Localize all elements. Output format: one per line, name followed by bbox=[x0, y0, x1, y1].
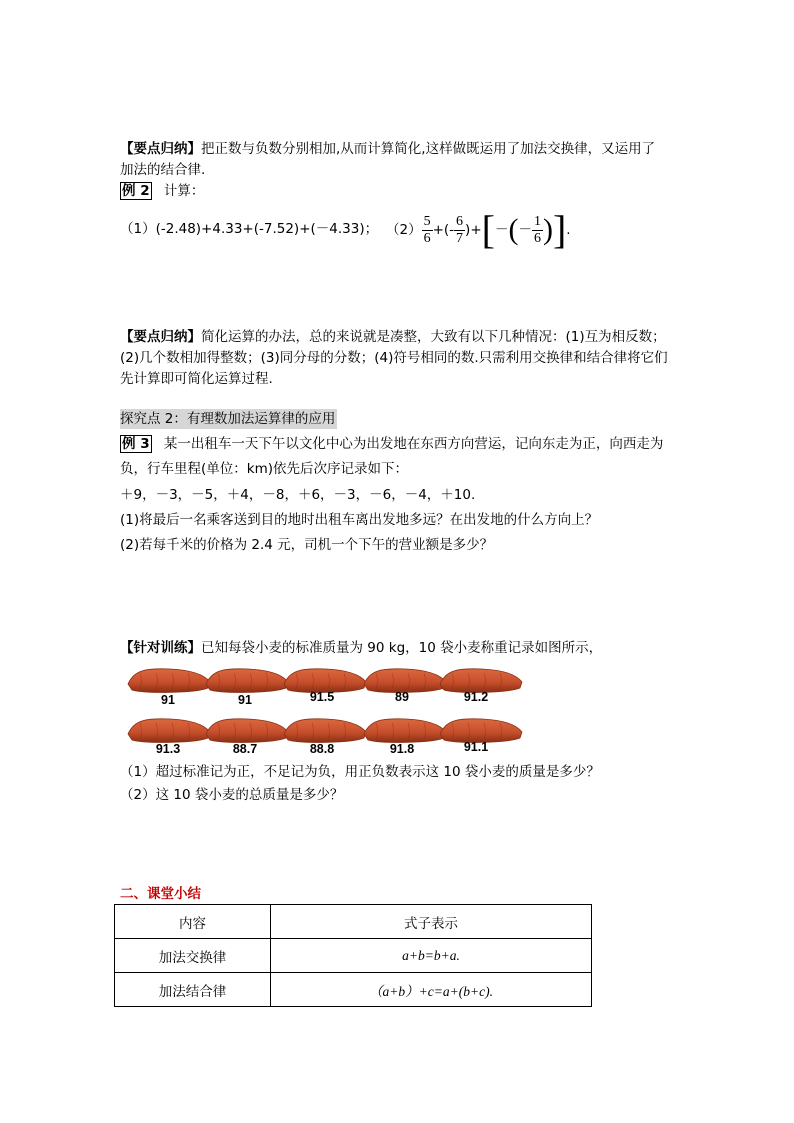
op-close-plus: )+ bbox=[465, 222, 482, 238]
frac-den: 7 bbox=[456, 230, 464, 246]
frac-num: 1 bbox=[533, 213, 541, 229]
table-header-row bbox=[115, 905, 592, 939]
bag-weight: 91.3 bbox=[155, 742, 181, 756]
table-row bbox=[115, 939, 592, 973]
rule-formula: a+b=b+a. bbox=[271, 939, 592, 973]
training-intro bbox=[120, 638, 602, 658]
rule-name: 加法结合律 bbox=[115, 973, 271, 1007]
wheat-bag-icon bbox=[206, 669, 288, 693]
key-point-text: 把正数与负数分别相加,从而计算简化,这样做既运用了加法交换律，又运用了 bbox=[201, 141, 656, 157]
wheat-bag-icon bbox=[284, 719, 366, 743]
training-question-2: （2）这 10 袋小麦的总质量是多少？ bbox=[120, 787, 344, 803]
example-2-label: 例 2 bbox=[122, 183, 150, 199]
bag-weight: 91.2 bbox=[463, 690, 489, 704]
section-title: 探究点 2：有理数加法运算律的应用 bbox=[120, 411, 336, 427]
key-point-tag: 【要点归纳】 bbox=[120, 329, 201, 345]
wheat-bag-icon bbox=[364, 719, 446, 743]
bag-weight: 91.1 bbox=[463, 740, 489, 754]
key-point-2-line2: (2)几个数相加得整数；(3)同分母的分数；(4)符号相同的数.只需利用交换律和结合律将它们 bbox=[120, 350, 668, 366]
example-3-question-2: (2)若每千米的价格为 2.4 元，司机一个下午的营业额是多少？ bbox=[120, 537, 494, 553]
example-3-line1 bbox=[120, 434, 663, 454]
example-3-data: ＋9，－3，－5，＋4，－8，＋6，－3，－6，－4，＋10. bbox=[120, 487, 476, 503]
key-point-text: 简化运算的办法，总的来说就是凑整，大致有以下几种情况：(1)互为相反数； bbox=[201, 329, 666, 345]
frac-den: 6 bbox=[533, 230, 541, 246]
op-plus-open: +(- bbox=[432, 222, 455, 238]
bag-weight: 88.8 bbox=[309, 742, 335, 756]
key-point-1 bbox=[120, 139, 655, 159]
bag-weight: 89 bbox=[395, 690, 409, 704]
example-2-question-1: （1）(-2.48)+4.33+(-7.52)+(－4.33)； bbox=[120, 221, 379, 237]
left-paren: ( bbox=[508, 213, 519, 246]
example-3-question-1: (1)将最后一名乘客送到目的地时出租车离出发地多远？在出发地的什么方向上？ bbox=[120, 512, 599, 528]
right-bracket: ] bbox=[552, 207, 567, 252]
right-paren: ) bbox=[542, 213, 553, 246]
wheat-bag-icon bbox=[128, 719, 210, 743]
minus-sign: － bbox=[494, 222, 509, 238]
key-point-2-line3: 先计算即可简化运算过程. bbox=[120, 371, 273, 387]
summary-title: 二、课堂小结 bbox=[120, 886, 201, 902]
key-point-tag: 【要点归纳】 bbox=[120, 141, 201, 157]
bag-weight: 91 bbox=[161, 693, 175, 707]
example-2-prompt: 计算： bbox=[163, 183, 205, 199]
minus-sign-inner: － bbox=[518, 222, 532, 238]
frac-num: 5 bbox=[423, 213, 431, 229]
end-period: . bbox=[566, 222, 571, 238]
training-tag: 【针对训练】 bbox=[120, 640, 201, 656]
wheat-bag-icon bbox=[364, 669, 446, 693]
wheat-bag-icon bbox=[284, 669, 366, 693]
rule-name: 加法交换律 bbox=[115, 939, 271, 973]
example-2-heading bbox=[120, 181, 204, 201]
summary-table bbox=[114, 904, 592, 1007]
bag-weight: 91.8 bbox=[389, 742, 415, 756]
key-point-2 bbox=[120, 327, 666, 347]
fraction-5-6 bbox=[422, 214, 433, 247]
header-cell: 式子表示 bbox=[271, 905, 592, 939]
wheat-bag-icon bbox=[440, 669, 522, 693]
summary-table-wrap bbox=[114, 904, 592, 1007]
example-2-question-2 bbox=[386, 208, 571, 252]
key-point-1-line2: 加法的结合律. bbox=[120, 162, 206, 178]
q2-prefix: （2） bbox=[386, 222, 422, 238]
fraction-6-7 bbox=[454, 214, 465, 247]
bag-weight: 91 bbox=[238, 693, 252, 707]
table-row bbox=[115, 973, 592, 1007]
header-cell: 内容 bbox=[115, 905, 271, 939]
bag-weight: 91.5 bbox=[309, 690, 335, 704]
training-text: 已知每袋小麦的标准质量为 90 kg，10 袋小麦称重记录如图所示， bbox=[201, 640, 603, 656]
example-3-text: 某一出租车一天下午以文化中心为出发地在东西方向营运，记向东走为正，向西走为 bbox=[163, 436, 664, 452]
frac-den: 6 bbox=[423, 230, 431, 246]
wheat-bag-icon bbox=[440, 719, 522, 743]
rule-formula: （a+b）+c=a+(b+c). bbox=[271, 973, 592, 1007]
example-3-line2: 负，行车里程(单位：km)依先后次序记录如下： bbox=[120, 461, 409, 477]
fraction-1-6 bbox=[532, 214, 543, 247]
example-3-label: 例 3 bbox=[122, 436, 150, 452]
wheat-bag-icon bbox=[206, 719, 288, 743]
bag-weight: 88.7 bbox=[232, 742, 258, 756]
training-question-1: （1）超过标准记为正，不足记为负，用正负数表示这 10 袋小麦的质量是多少？ bbox=[120, 764, 600, 780]
frac-num: 6 bbox=[456, 213, 464, 229]
left-bracket: [ bbox=[481, 207, 495, 252]
wheat-bag-icon bbox=[128, 669, 210, 693]
